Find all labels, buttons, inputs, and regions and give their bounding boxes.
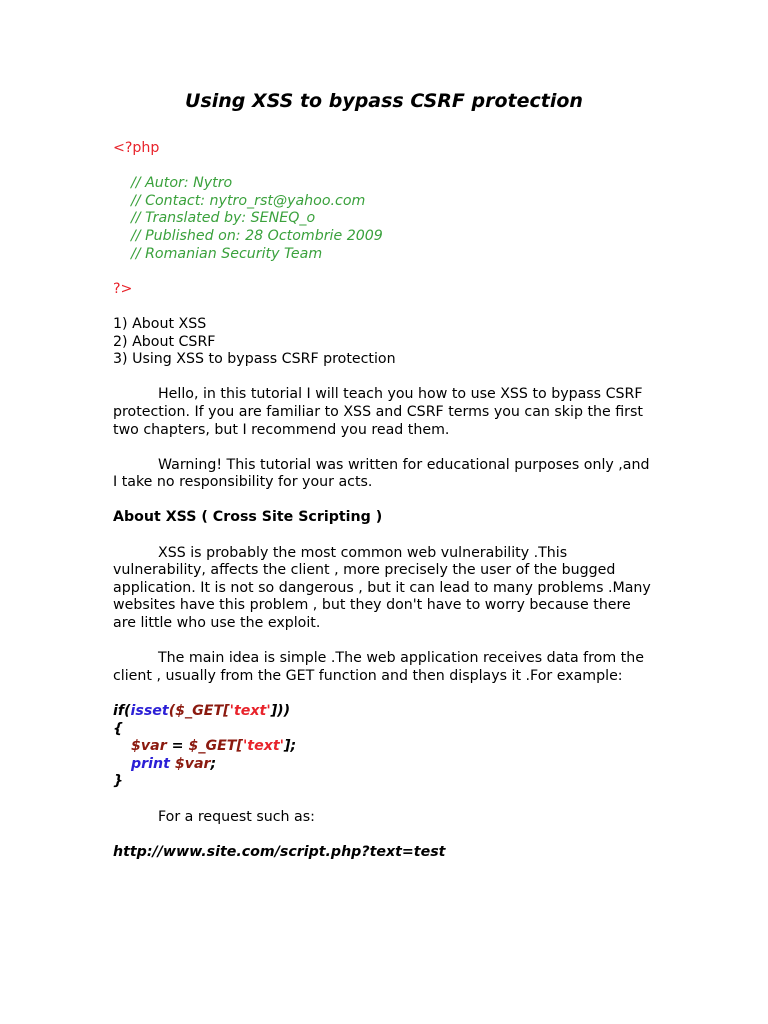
warning-paragraph: Warning! This tutorial was written for educational purposes only ,and I take no responsibility for your acts. bbox=[113, 456, 650, 491]
document-body bbox=[113, 140, 653, 861]
comment-author: // Autor: Nytro bbox=[131, 175, 233, 192]
request-paragraph: For a request such as: bbox=[158, 808, 315, 825]
comment-published: // Published on: 28 Octombrie 2009 bbox=[131, 227, 383, 244]
main-idea-paragraph: The main idea is simple .The web application receives data from the client , usually from the GET function and then displays it .For example: bbox=[113, 650, 644, 684]
xss-paragraph: XSS is probably the most common web vulnerability .This vulnerability, affects the client , more precisely the user of the bugged application. It is not so dangerous , but it can lead to many problems .Many websites have this problem , but they don't have to worry because there are little who use the exploit. bbox=[113, 544, 651, 632]
code-line-5: } bbox=[113, 773, 124, 790]
toc-item-1: 1) About XSS bbox=[113, 315, 207, 332]
toc-item-2: 2) About CSRF bbox=[113, 333, 216, 350]
comment-team: // Romanian Security Team bbox=[131, 245, 323, 262]
toc-item-3: 3) Using XSS to bypass CSRF protection bbox=[113, 351, 396, 368]
example-url: http://www.site.com/script.php?text=test bbox=[113, 843, 446, 860]
code-snippet bbox=[113, 703, 653, 791]
document-title: Using XSS to bypass CSRF protection bbox=[185, 90, 583, 112]
code-line-4: print $var; bbox=[131, 755, 217, 772]
php-open-tag: <?php bbox=[113, 140, 160, 156]
comment-contact: // Contact: nytro_rst@yahoo.com bbox=[131, 192, 366, 209]
intro-paragraph: Hello, in this tutorial I will teach you how to use XSS to bypass CSRF protection. If you are familiar to XSS and CSRF terms you can skip the first two chapters, but I recommend you read them. bbox=[113, 386, 643, 438]
section-heading-xss: About XSS ( Cross Site Scripting ) bbox=[113, 509, 383, 526]
comment-translator: // Translated by: SENEQ_o bbox=[131, 210, 316, 227]
code-line-1: if(isset($_GET['text'])) bbox=[113, 703, 291, 719]
code-line-2: { bbox=[113, 720, 124, 737]
php-close-tag: ?> bbox=[113, 280, 133, 297]
code-line-3: $var = $_GET['text']; bbox=[131, 738, 297, 755]
